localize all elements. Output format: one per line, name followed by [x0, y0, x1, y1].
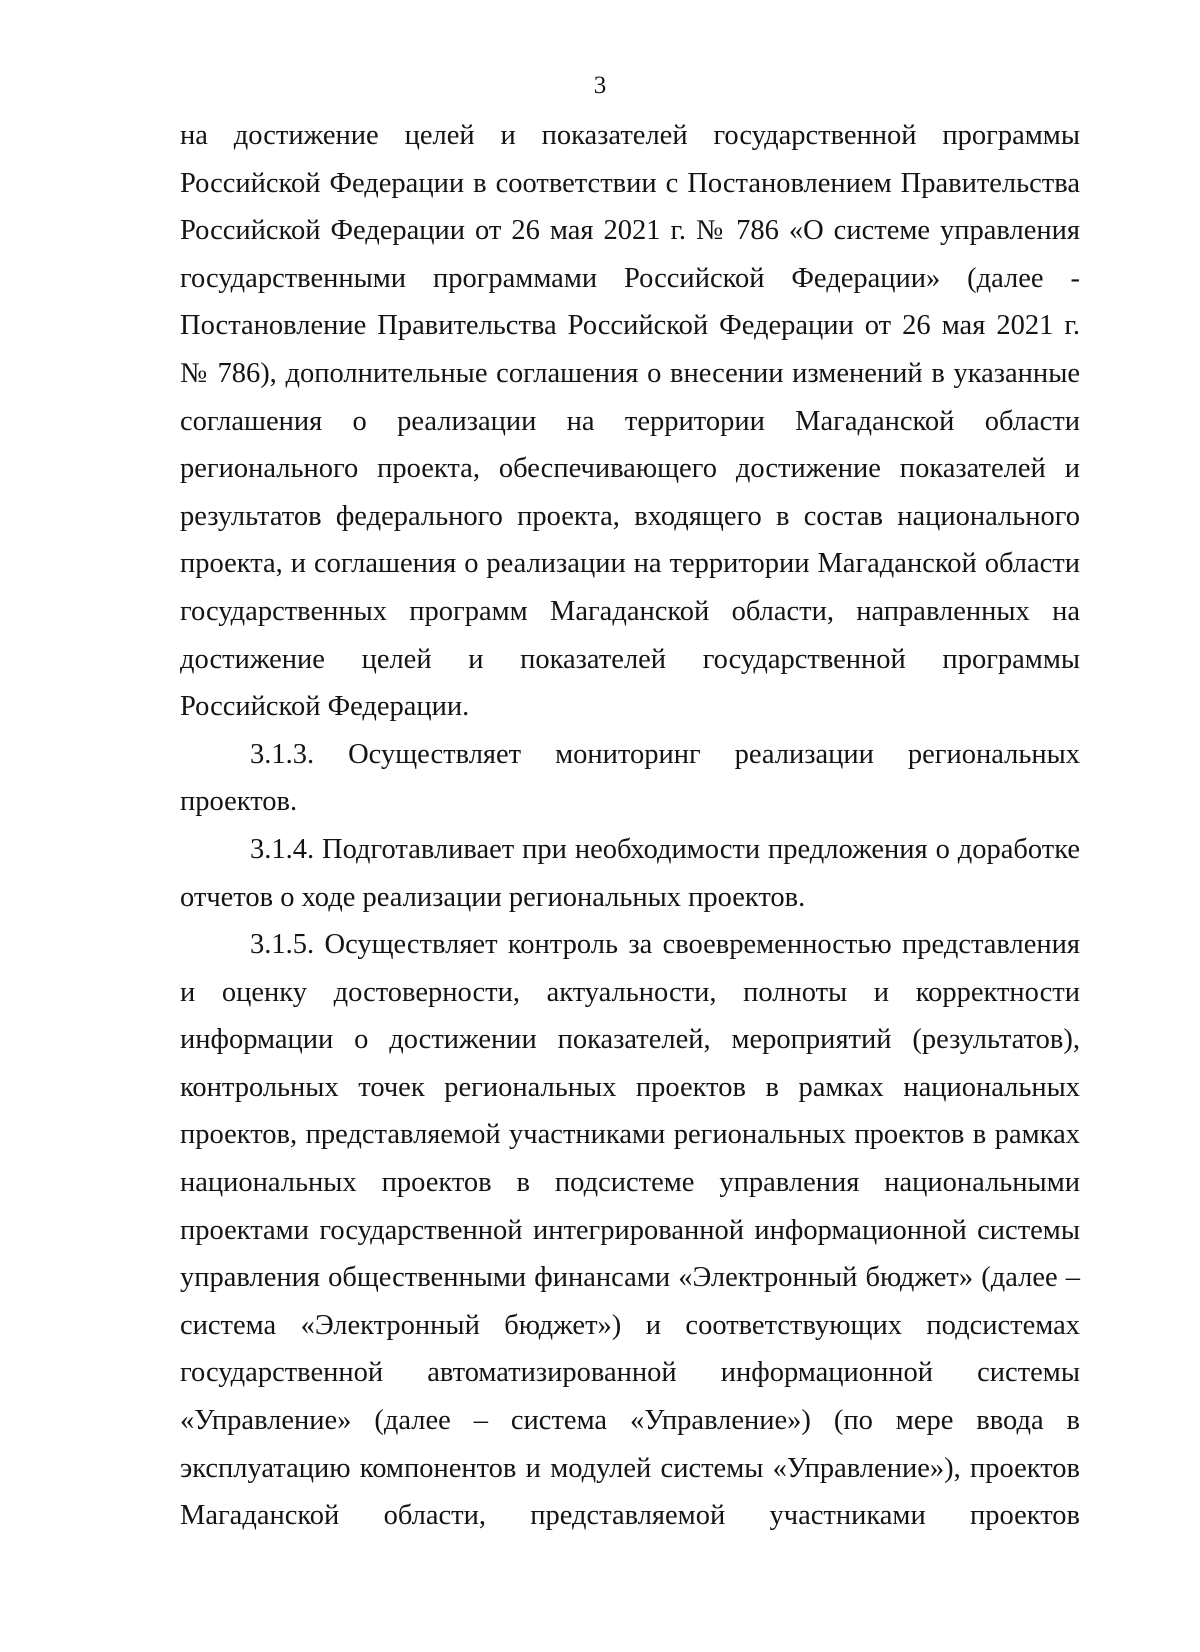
page-number: 3: [593, 72, 607, 99]
paragraph-3-1-4: 3.1.4. Подготавливает при необходимости предложения о доработке отчетов о ходе реализации региональных проектов.: [180, 833, 1080, 913]
paragraph-continuation: на достижение целей и показателей государственной программы Российской Федерации в соответствии с Постановлением Правительства Российской Федерации от 26 мая 2021 г. № 786 «О системе управления государственными программами Российской Федерации» (далее - Постановление Правительства Российской Федерации от 26 мая 2021 г. № 786), дополнительные соглашения о внесении изменений в указанные соглашения о реализации на территории Магаданской области регионального проекта, обеспечивающего достижение показателей и результатов федерального проекта, входящего в состав национального проекта, и соглашения о реализации на территории Магаданской области государственных программ Магаданской области, направленных на достижение целей и показателей государственной программы Российской Федерации.: [180, 120, 1080, 723]
paragraph-3-1-3: 3.1.3. Осуществляет мониторинг реализации региональных проектов.: [180, 738, 1080, 818]
document-body: [180, 112, 1080, 1540]
paragraph-3-1-5: 3.1.5. Осуществляет контроль за своевременностью представления и оценку достоверности, актуальности, полноты и корректности информации о достижении показателей, мероприятий (результатов), контрольных точек региональных проектов в рамках национальных проектов, представляемой участниками региональных проектов в рамках национальных проектов в подсистеме управления национальными проектами государственной интегрированной информационной системы управления общественными финансами «Электронный бюджет» (далее – система «Электронный бюджет») и соответствующих подсистемах государственной автоматизированной информационной системы «Управление» (далее – система «Управление») (по мере ввода в эксплуатацию компонентов и модулей системы «Управление»), проектов Магаданской области, представляемой участниками проектов: [180, 929, 1080, 1532]
